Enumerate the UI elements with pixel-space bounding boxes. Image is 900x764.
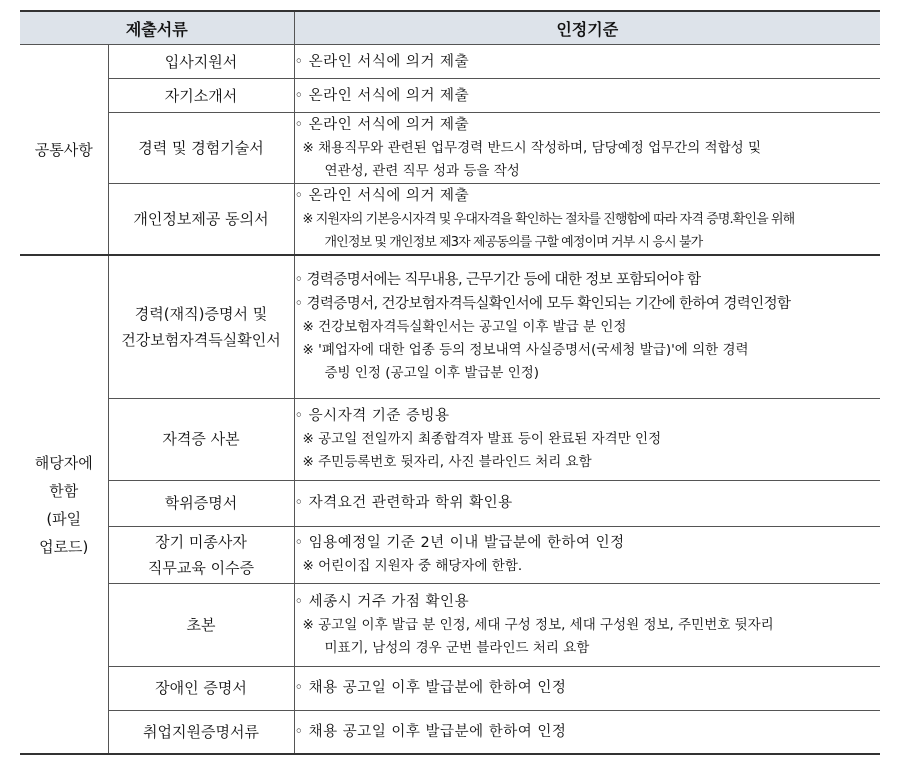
criteria-cell: ◦ 채용 공고일 이후 발급분에 한하여 인정: [294, 710, 880, 754]
table-row: [20, 480, 880, 526]
table-row: [20, 79, 880, 113]
group-common: 공통사항: [20, 45, 108, 256]
criteria-cell: ◦ 임용예정일 기준 2년 이내 발급분에 한하여 인정 ※ 어린이집 지원자 중 해당자에 한함.: [294, 526, 880, 583]
criteria-cell: ◦ 응시자격 기준 증빙용 ※ 공고일 전일까지 최종합격자 발표 등이 완료된 자격만 인정 ※ 주민등록번호 뒷자리, 사진 블라인드 처리 요함: [294, 398, 880, 480]
doc-name: 자격증 사본: [108, 398, 294, 480]
doc-name: 장기 미종사자 직무교육 이수증: [108, 526, 294, 583]
group-applicable: 해당자에 한함 (파일 업로드): [20, 255, 108, 754]
criteria-cell: ◦ 채용 공고일 이후 발급분에 한하여 인정: [294, 666, 880, 710]
table-header-row: [20, 11, 880, 45]
header-criteria: 인정기준: [294, 11, 880, 45]
criteria-cell: ◦ 온라인 서식에 의거 제출 ※ 채용직무와 관련된 업무경력 반드시 작성하며, 담당예정 업무간의 적합성 및 연관성, 관련 직무 성과 등을 작성: [294, 113, 880, 184]
criteria-cell: ◦ 세종시 거주 가점 확인용 ※ 공고일 이후 발급 분 인정, 세대 구성 정보, 세대 구성원 정보, 주민번호 뒷자리 미표기, 남성의 경우 군번 블라인드 처리 요함: [294, 583, 880, 666]
table-row: [20, 583, 880, 666]
doc-name: 학위증명서: [108, 480, 294, 526]
doc-name: 취업지원증명서류: [108, 710, 294, 754]
table-row: [20, 666, 880, 710]
criteria-cell: ◦ 자격요건 관련학과 학위 확인용: [294, 480, 880, 526]
table-row: [20, 184, 880, 256]
doc-name: 장애인 증명서: [108, 666, 294, 710]
submission-documents-table: [20, 10, 880, 755]
doc-name: 자기소개서: [108, 79, 294, 113]
criteria-cell: ◦ 온라인 서식에 의거 제출: [294, 79, 880, 113]
table-row: [20, 710, 880, 754]
criteria-cell: ◦ 온라인 서식에 의거 제출 ※ 지원자의 기본응시자격 및 우대자격을 확인하는 절차를 진행함에 따라 자격 증명.확인을 위해 개인정보 및 개인정보 제3자 제공동의를 구할 예정이며 거부 시 응시 불가: [294, 184, 880, 256]
doc-name: 경력 및 경험기술서: [108, 113, 294, 184]
criteria-cell: ◦ 온라인 서식에 의거 제출: [294, 45, 880, 79]
doc-name: 경력(재직)증명서 및 건강보험자격득실확인서: [108, 255, 294, 398]
table-row: [20, 526, 880, 583]
table-row: [20, 113, 880, 184]
doc-name: 개인정보제공 동의서: [108, 184, 294, 256]
doc-name: 입사지원서: [108, 45, 294, 79]
table-row: [20, 255, 880, 398]
header-documents: 제출서류: [20, 11, 294, 45]
criteria-cell: ◦ 경력증명서에는 직무내용, 근무기간 등에 대한 정보 포함되어야 함 ◦ 경력증명서, 건강보험자격득실확인서에 모두 확인되는 기간에 한하여 경력인정함 ※ 건강보험자격득실확인서는 공고일 이후 발급 분 인정 ※ '폐업자에 대한 업종 등의 정보내역 사실증명서(국세청 발급)'에 의한 경력 증빙 인정 (공고일 이후 발급분 인정): [294, 255, 880, 398]
doc-name: 초본: [108, 583, 294, 666]
table-row: [20, 398, 880, 480]
table-row: [20, 45, 880, 79]
